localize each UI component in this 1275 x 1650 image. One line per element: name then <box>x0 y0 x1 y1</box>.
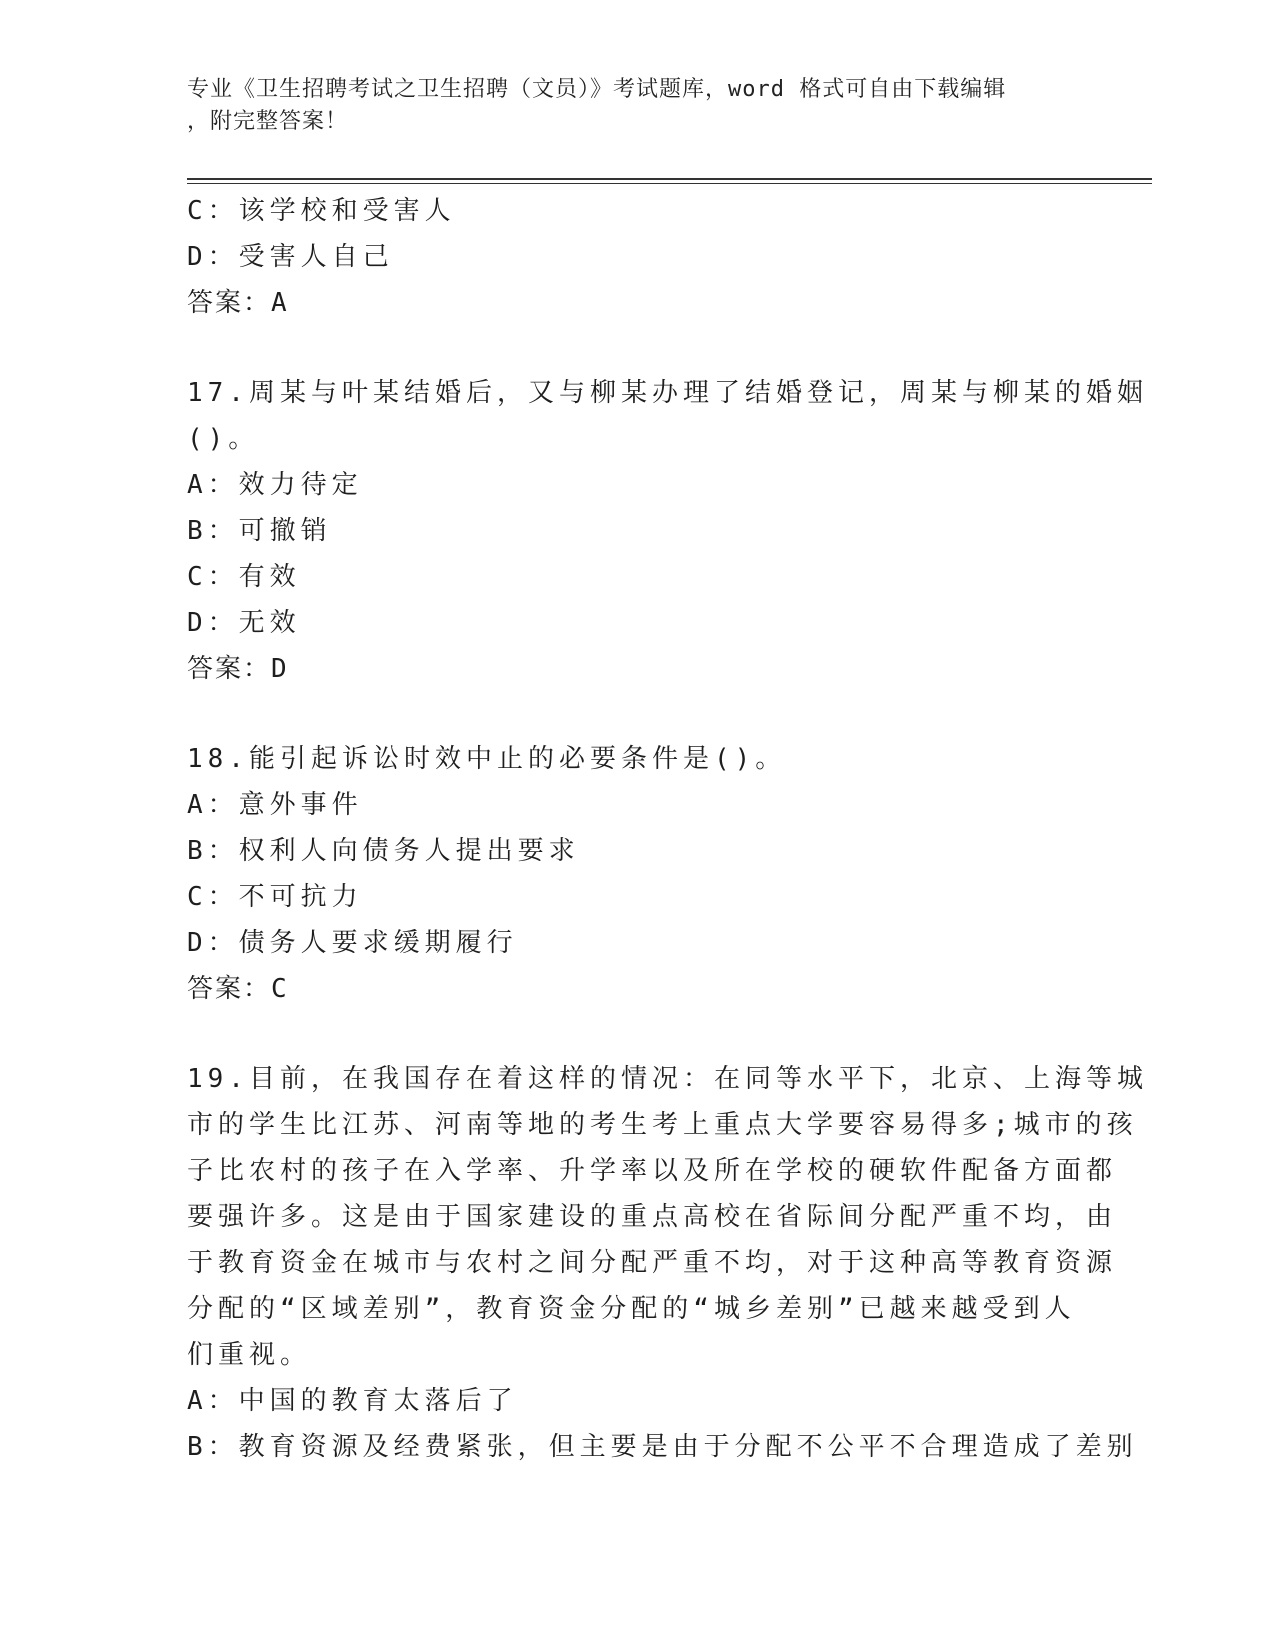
option-c: C：该学校和受害人 <box>187 196 456 226</box>
header-divider-thin <box>187 183 1152 184</box>
answer-value: D <box>271 654 289 684</box>
answer-label: 答案： <box>187 654 272 684</box>
option-b: B：可撤销 <box>187 516 332 546</box>
header-line-2: ，附完整答案！ <box>187 109 349 134</box>
option-a: A：中国的教育太落后了 <box>187 1386 518 1416</box>
question-stem-line: 子比农村的孩子在入学率、升学率以及所在学校的硬软件配备方面都 <box>187 1156 1118 1186</box>
option-d: D：受害人自己 <box>187 242 394 272</box>
option-c: C：不可抗力 <box>187 882 363 912</box>
question-stem-line: 17.周某与叶某结婚后，又与柳某办理了结婚登记，周某与柳某的婚姻 <box>187 378 1148 408</box>
question-stem-line: 要强许多。这是由于国家建设的重点高校在省际间分配严重不均，由 <box>187 1202 1118 1232</box>
previous-question-tail <box>187 188 1067 326</box>
answer-line <box>187 646 1067 692</box>
question-content <box>187 188 1148 1470</box>
answer-label: 答案： <box>187 288 272 318</box>
question-stem-line: 们重视。 <box>187 1340 312 1370</box>
answer-line <box>187 280 1067 326</box>
option-b: B：教育资源及经费紧张，但主要是由于分配不公平不合理造成了差别 <box>187 1432 1138 1462</box>
question-stem-line: ()。 <box>187 424 260 454</box>
answer-label: 答案： <box>187 974 272 1004</box>
question-stem-line: 于教育资金在城市与农村之间分配严重不均，对于这种高等教育资源 <box>187 1248 1118 1278</box>
question-18 <box>187 736 1067 1012</box>
option-a: A：意外事件 <box>187 790 363 820</box>
answer-value: A <box>271 288 289 318</box>
header-divider-thick <box>187 178 1152 180</box>
question-17 <box>187 370 1148 692</box>
question-19 <box>187 1056 1148 1470</box>
question-stem-line: 分配的“区域差别”，教育资金分配的“城乡差别”已越来越受到人 <box>187 1294 1076 1324</box>
question-stem-line: 市的学生比江苏、河南等地的考生考上重点大学要容易得多;城市的孩 <box>187 1110 1138 1140</box>
question-stem-line: 19.目前，在我国存在着这样的情况：在同等水平下，北京、上海等城 <box>187 1064 1148 1094</box>
header-line-1: 专业《卫生招聘考试之卫生招聘（文员）》考试题库，word 格式可自由下载编辑 <box>187 77 1007 102</box>
option-b: B：权利人向债务人提出要求 <box>187 836 580 866</box>
option-d: D：债务人要求缓期履行 <box>187 928 518 958</box>
question-stem-line: 18.能引起诉讼时效中止的必要条件是()。 <box>187 744 787 774</box>
answer-line <box>187 966 1067 1012</box>
page-header <box>187 74 1067 138</box>
option-c: C：有效 <box>187 562 301 592</box>
option-a: A：效力待定 <box>187 470 363 500</box>
answer-value: C <box>271 974 289 1004</box>
option-d: D：无效 <box>187 608 301 638</box>
